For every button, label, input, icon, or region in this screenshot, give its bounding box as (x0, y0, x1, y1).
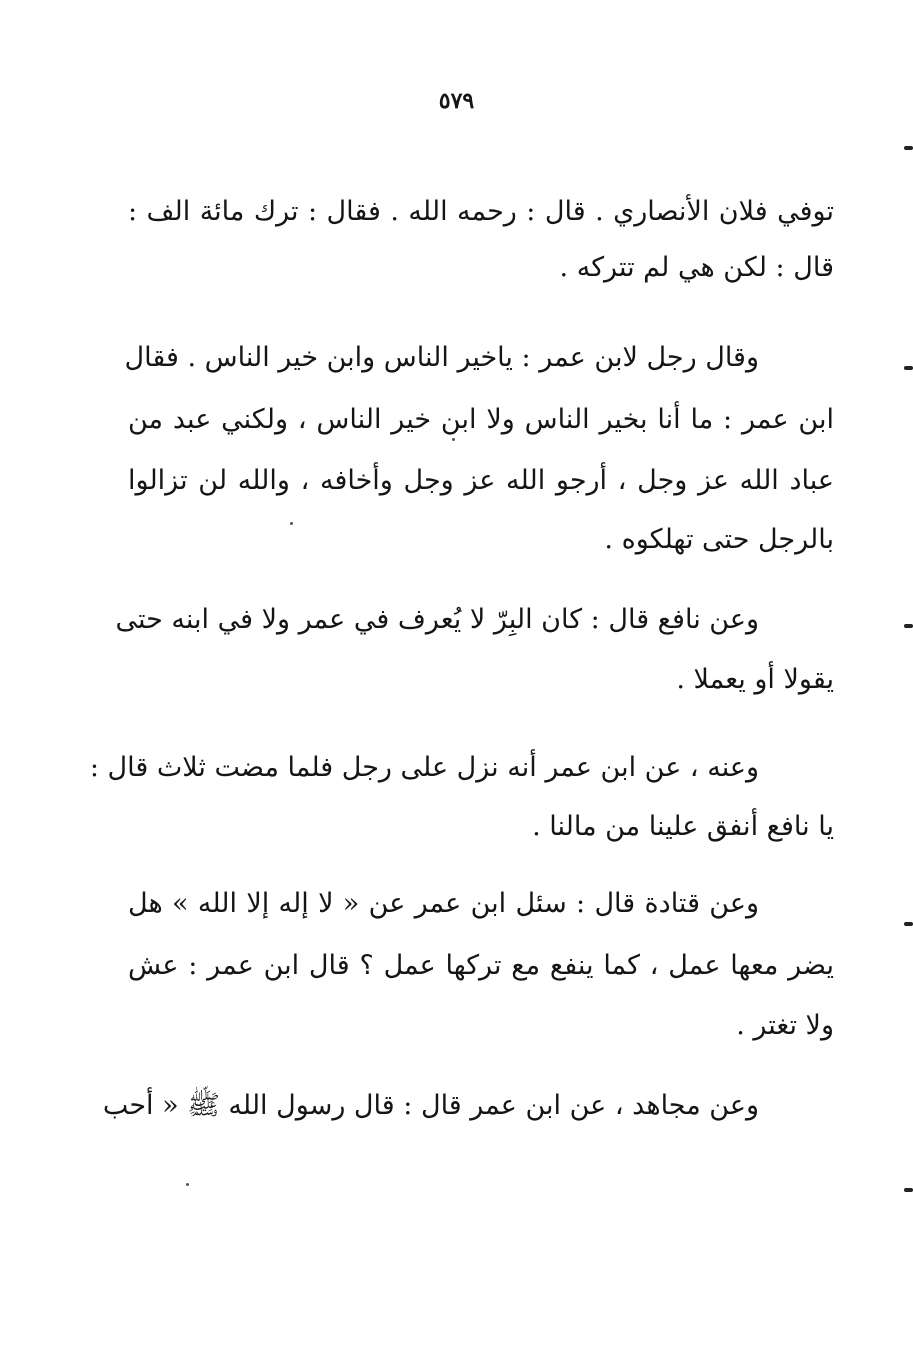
text-line: يا نافع أنفق علينا من مالنا . (532, 811, 834, 842)
text-line: ابن عمر : ما أنا بخير الناس ولا ابن خير الناس ، ولكني عبد من (128, 404, 834, 435)
text-line: وعن قتادة قال : سئل ابن عمر عن « لا إله إلا الله » هل (128, 888, 759, 919)
text-line: يقولا أو يعملا . (676, 664, 834, 695)
text-line: عباد الله عز وجل ، أرجو الله عز وجل وأخافه ، والله لن تزالوا (128, 465, 834, 496)
text-line: قال : لكن هي لم تتركه . (559, 252, 834, 283)
text-line: وعن مجاهد ، عن ابن عمر قال : قال رسول الله ﷺ « أحب (102, 1090, 759, 1121)
text-line: توفي فلان الأنصاري . قال : رحمه الله . فقال : ترك مائة الف : (128, 196, 834, 227)
scan-speck (186, 1183, 189, 1186)
scan-edge-mark (904, 624, 913, 628)
text-line: يضر معها عمل ، كما ينفع مع تركها عمل ؟ قال ابن عمر : عش (128, 950, 834, 981)
scan-speck (290, 522, 293, 525)
text-line: وعن نافع قال : كان البِرّ لا يُعرف في عمر ولا في ابنه حتى (115, 604, 759, 635)
scan-edge-mark (904, 922, 913, 926)
scan-edge-mark (904, 146, 913, 150)
text-line: بالرجل حتى تهلكوه . (604, 524, 834, 555)
text-line: وعنه ، عن ابن عمر أنه نزل على رجل فلما مضت ثلاث قال : (89, 752, 759, 783)
page-number: ٥٧٩ (438, 88, 475, 114)
text-line: وقال رجل لابن عمر : ياخير الناس وابن خير الناس . فقال (124, 342, 759, 373)
scan-speck (452, 438, 455, 441)
scan-edge-mark (904, 366, 913, 370)
scan-edge-mark (904, 1188, 913, 1192)
text-line: ولا تغتر . (736, 1010, 834, 1041)
